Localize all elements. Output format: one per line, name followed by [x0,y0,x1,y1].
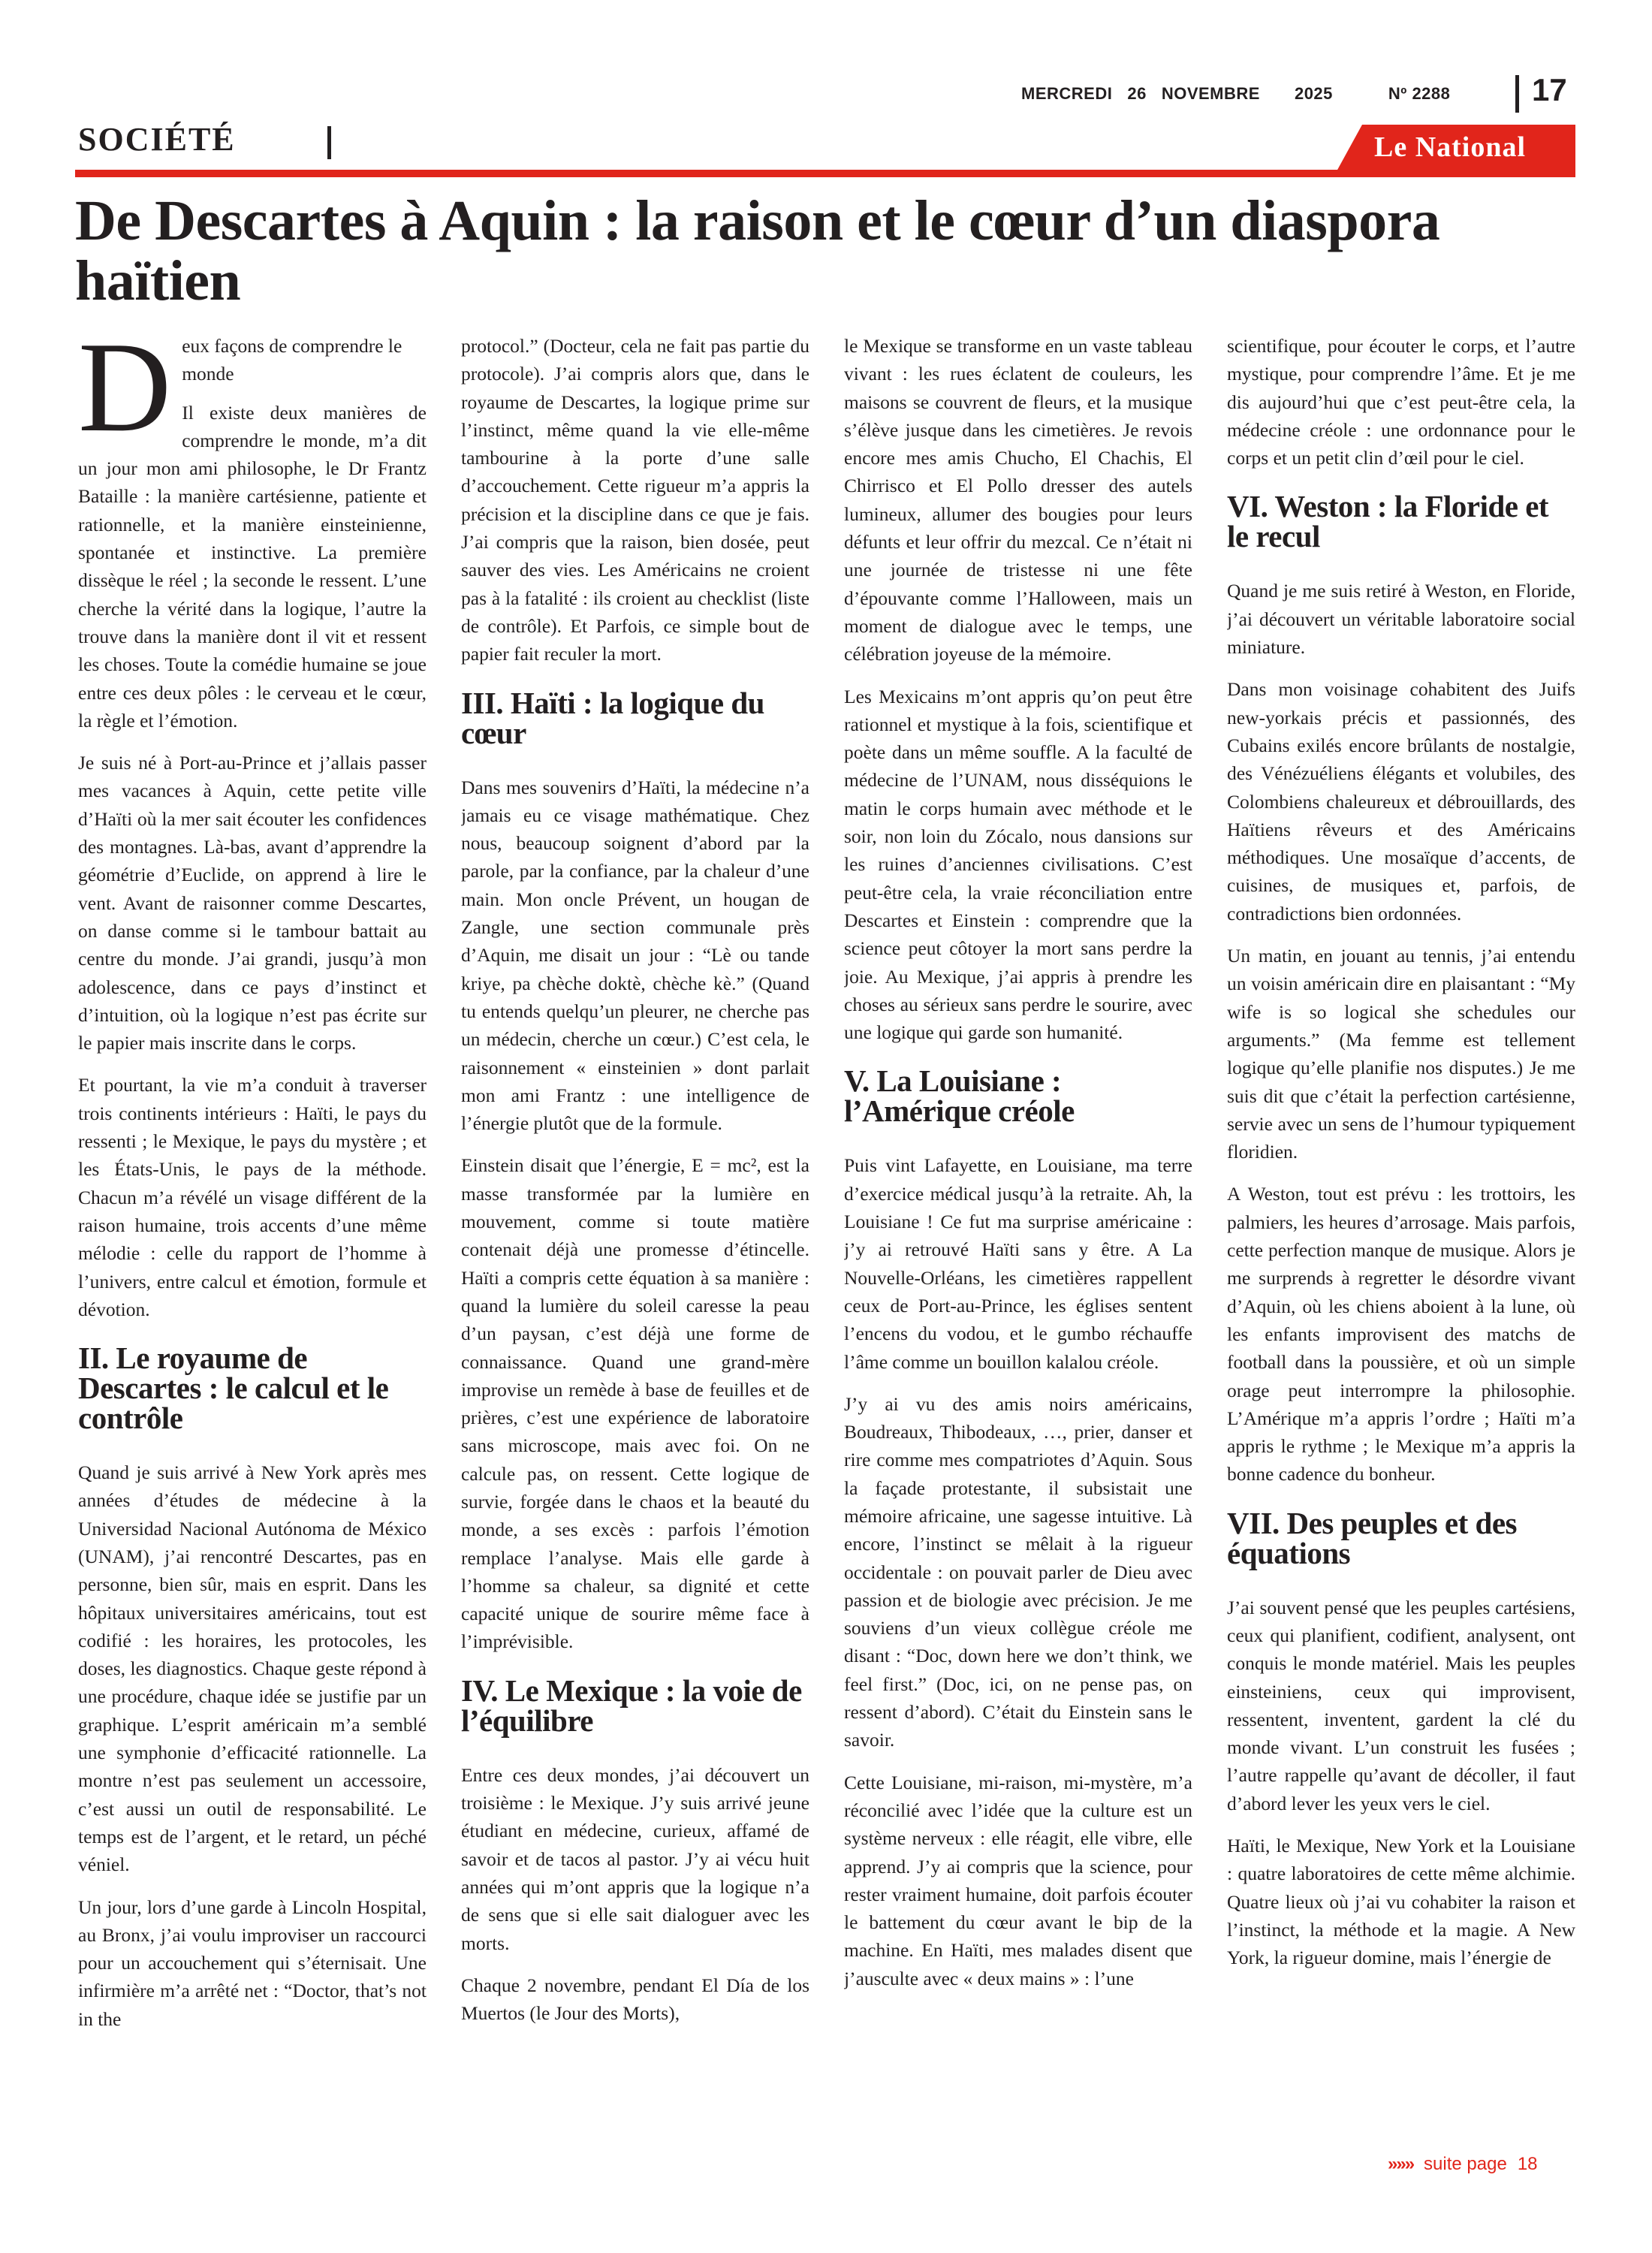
paragraph: le Mexique se transforme en un vaste tableau vivant : les rues éclatent de couleurs, les maisons se couvrent de fleurs, et la musique s’élève jusque dans les cimetières. Je revois encore mes amis Chucho, El Chachis, El Chirrisco et El Pollo dresser des autels lumineux, allumer des bougies pour leurs défunts et leur offrir du mezcal. Ce n’était ni une journée de tristesse ni une fête d’épouvante comme l’Halloween, mais un moment de dialogue avec le temps, une célébration joyeuse de la mémoire. [844,335,1192,665]
paragraph: J’y ai vu des amis noirs américains, Boudreaux, Thibodeaux, …, prier, danser et rire comme mes compatriotes d’Aquin. Sous la façade protestante, il subsistait une mémoire africaine, une sagesse intuitive. Là encore, l’instinct se mêlait à la rigueur occidentale : on pouvait parler de Dieu avec passion et de biologie avec précision. Je me souviens d’un vieux collègue créole me disant : “Doc, down here we don’t think, we feel first.” (Doc, ici, on ne pense pas, on ressent d’abord). C’était du Einstein sans le savoir. [844,1392,1192,1751]
dateline-month: NOVEMBRE [1161,84,1260,103]
section-heading: III. Haïti : la logique du cœur [461,685,764,750]
paragraph: Et pourtant, la vie m’a conduit à traverser trois continents intérieurs : Haïti, le pays du ressenti ; le Mexique, le pays du mystère ; et les États-Unis, le pays de la méthode. Chacun m’a révélé un visage différent de la raison humaine, trois accents d’une même mélodie : celle du rapport de l’homme à l’univers, entre calcul et émotion, formule et dévotion. [78,1074,427,1320]
paragraph: Chaque 2 novembre, pendant El Día de los Muertos (le Jour des Morts), [461,1974,809,2025]
article-body [78,332,1575,2127]
issue-dateline [1021,84,1450,104]
paragraph: Il existe deux manières de comprendre le monde, m’a dit un jour mon ami philosophe, le Dr Frantz Bataille : la manière cartésienne, patiente et rationnelle, et la manière einsteinienne, spontanée et instinctive. La première dissèque le réel ; la seconde le ressent. L’une cherche la vérité dans la logique, l’autre la trouve dans la manière dont il vit et ressent les choses. Toute la comédie humaine se joue entre ces deux pôles : le cerveau et le cœur, la règle et l’émotion. [78,401,427,731]
drop-cap: D [78,332,172,459]
section-divider [327,126,331,159]
column-1 [78,332,427,2127]
brand-name: Le National [1374,131,1527,163]
paragraph: Dans mon voisinage cohabitent des Juifs new-yorkais précis et passionnés, des Cubains exilés encore brûlants de nostalgie, des Vénézuéliens élégants et volubiles, des Colombiens chaleureux et débrouillards, des Haïtiens rêveurs et des Américains méthodiques. Une mosaïque d’accents, de cuisines, de musiques et, parfois, de contradictions bien ordonnées. [1227,678,1575,924]
paragraph: Les Mexicains m’ont appris qu’on peut être rationnel et mystique à la fois, scientifique et poète dans un même souffle. A la faculté de médecine de l’UNAM, nous disséquions le matin le corps humain avec méthode et le soir, non loin du Zócalo, nous dansions sur les ruines d’anciennes civilisations. C’est peut-être cela, la vraie réconciliation entre Descartes et Einstein : comprendre que la science peut côtoyer la mort sans perdre la joie. Au Mexique, j’ai appris à prendre les choses au sérieux sans perdre le sourire, avec une logique qui garde son humanité. [844,685,1192,1044]
section-label: SOCIÉTÉ [78,121,236,158]
header-rule [75,170,1575,177]
paragraph: Entre ces deux mondes, j’ai découvert un troisième : le Mexique. J’y suis arrivé jeune étudiant en médecine, curieux, affamé de savoir et de tacos al pastor. J’y ai vécu huit années qui m’ont appris que la logique n’a de sens que si elle sait dialoguer avec les morts. [461,1763,809,1954]
dateline-year: 2025 [1294,84,1333,103]
column-3 [844,332,1192,2127]
paragraph: Puis vint Lafayette, en Louisiane, ma terre d’exercice médical jusqu’à la retraite. Ah, la Louisiane ! Ce fut ma surprise américaine : j’y ai retrouvé Haïti sans y être. A La Nouvelle-Orléans, les cimetières rappellent ceux de Port-au-Prince, les églises sentent l’encens du vodou, et le gumbo réchauffe l’âme comme un bouillon kalalou créole. [844,1154,1192,1373]
continue-arrows-icon: »»» [1388,2154,1414,2174]
header-divider [1515,75,1519,113]
column-4 [1227,332,1575,2127]
section-heading: VI. Weston : la Floride et le recul [1227,489,1549,554]
paragraph: A Weston, tout est prévu : les trottoirs, les palmiers, les heures d’arrosage. Mais parfois, cette perfection manque de musique. Alors je me surprends à regretter le désordre vivant d’Aquin, où les chiens aboient à la lune, où les enfants improvisent des matchs de football dans la poussière, et où un simple orage peut interrompre la philosophie. L’Amérique m’a appris l’ordre ; Haïti m’a appris le rythme ; le Mexique m’a appris la bonne cadence du bonheur. [1227,1183,1575,1485]
section-heading: II. Le royaume de Descartes : le calcul et le contrôle [78,1341,389,1436]
paragraph: Haïti, le Mexique, New York et la Louisiane : quatre laboratoires de cette même alchimie. Quatre lieux où j’ai vu cohabiter la raison et l’instinct, la méthode et la magie. A New York, la rigueur domine, mais l’énergie de [1227,1835,1575,1969]
section-heading: IV. Le Mexique : la voie de l’équilibre [461,1672,802,1738]
intro-subtitle: eux façons de comprendre le monde [182,335,402,385]
paragraph: Je suis né à Port-au-Prince et j’allais passer mes vacances à Aquin, cette petite ville d’Haïti où la mer sait écouter les confidences des montagnes. Là-bas, avant d’apprendre la géométrie d’Euclide, on apprend à lire le vent. Avant de raisonner comme Descartes, on danse comme si le tambour battait au centre du monde. J’ai grandi, jusqu’à mon adolescence, dans ce pays d’instinct et d’intuition, où la logique n’est pas écrite sur le papier mais inscrite dans le corps. [78,752,427,1054]
dateline-date: 26 [1127,84,1147,103]
continue-label: suite page [1424,2154,1507,2174]
paragraph: protocol.” (Docteur, cela ne fait pas partie du protocole). J’ai compris alors que, dans le royaume de Descartes, la logique prime sur l’instinct, même quand la vie elle-même tambourine à la porte d’une salle d’accouchement. Cette rigueur m’a appris la précision et la discipline dans ce que je fais. J’ai compris que la raison, bien dosée, peut sauver des vies. Les Américains ne croient pas à la fatalité : ils croient au checklist (liste de contrôle). Et Parfois, ce simple bout de papier fait reculer la mort. [461,335,809,665]
page-number: 17 [1532,72,1567,107]
continued-on-link[interactable] [1388,2154,1538,2175]
paragraph: Un jour, lors d’une garde à Lincoln Hospital, au Bronx, j’ai voulu improviser un raccourci pour un accouchement qui s’éternisait. Une infirmière m’a arrêté net : “Doctor, that’s not in the [78,1896,427,2030]
dateline-day: MERCREDI [1021,84,1113,103]
article-title: De Descartes à Aquin : la raison et le cœur d’un diaspora haïtien [75,189,1440,312]
paragraph: Quand je suis arrivé à New York après mes années d’études de médecine à la Universidad Nacional Autónoma de México (UNAM), j’ai rencontré Descartes, pas en personne, bien sûr, mais en esprit. Dans les hôpitaux universitaires américains, tout est codifié : les horaires, les protocoles, les doses, les diagnostics. Chaque geste répond à une procédure, chaque idée se justifie par un graphique. L’esprit américain m’a semblé une symphonie d’efficacité rationnelle. La montre n’est pas seulement un accessoire, c’est aussi un outil de responsabilité. Le temps est de l’argent, et le retard, un péché véniel. [78,1461,427,1876]
issue-number: Nº 2288 [1388,84,1451,103]
continue-page-number: 18 [1517,2154,1538,2174]
column-2 [461,332,809,2127]
paragraph: Cette Louisiane, mi-raison, mi-mystère, m’a réconcilié avec l’idée que la culture est un système nerveux : elle réagit, elle vibre, elle apprend. J’y ai compris que la science, pour rester vraiment humaine, doit parfois écouter le battement du cœur avant le bip de la machine. En Haïti, mes malades disent que j’ausculte avec « deux mains » : l’une [844,1771,1192,1989]
paragraph: Un matin, en jouant au tennis, j’ai entendu un voisin américain dire en plaisantant : “My wife is so logical she schedules our arguments.” (Ma femme est tellement logique qu’elle planifie nos disputes.) Je me suis dit que c’était la perfection cartésienne, servie avec un sens de l’humour typiquement floridien. [1227,945,1575,1163]
paragraph: scientifique, pour écouter le corps, et l’autre mystique, pour comprendre l’âme. Et je me dis aujourd’hui que c’est peut-être cela, la médecine créole : une ordonnance pour le corps et un petit clin d’œil pour le ciel. [1227,335,1575,469]
paragraph: Dans mes souvenirs d’Haïti, la médecine n’a jamais eu ce visage mathématique. Chez nous, beaucoup soignent d’abord par la parole, par la confiance, par la chaleur d’une main. Mon oncle Prévent, un hougan de Zangle, une section communale près d’Aquin, me disait un jour : “Lè ou tande kriye, pa chèche doktè, chèche kè.” (Quand tu entends quelqu’un pleurer, ne cherche pas un médecin, cherche un cœur.) C’est cela, le raisonnement « einsteinien » dont parlait mon ami Frantz : une intelligence de l’énergie plutôt que de la formule. [461,776,809,1135]
paragraph: J’ai souvent pensé que les peuples cartésiens, ceux qui planifient, codifient, analysent, ont conquis le monde matériel. Mais les peuples einsteiniens, ceux qui improvisent, ressentent, inventent, gardent la clé du monde vivant. L’un construit les fusées ; l’autre rappelle qu’avant de décoller, il faut d’abord lever les yeux vers le ciel. [1227,1596,1575,1814]
paragraph: Quand je me suis retiré à Weston, en Floride, j’ai découvert un véritable laboratoire social miniature. [1227,580,1575,659]
section-heading: VII. Des peuples et des équations [1227,1505,1517,1570]
paragraph: Einstein disait que l’énergie, E = mc², est la masse transformée par la lumière en mouvement, comme si toute matière contenait déjà une promesse d’étincelle. Haïti a compris cette équation à sa manière : quand la lumière du soleil caresse la peau d’un paysan, c’est déjà une forme de connaissance. Quand une grand-mère improvise un remède à base de feuilles et de prières, c’est une expérience de laboratoire sans microscope, mais avec foi. On ne calcule pas, on ressent. Cette logique de survie, forgée dans le chaos et la beauté du monde, a ses excès : parfois l’émotion remplace l’analyse. Mais elle garde à l’homme sa chaleur, sa dignité et cette capacité unique de sourire même face à l’imprévisible. [461,1154,809,1653]
section-heading: V. La Louisiane : l’Amérique créole [844,1063,1075,1129]
